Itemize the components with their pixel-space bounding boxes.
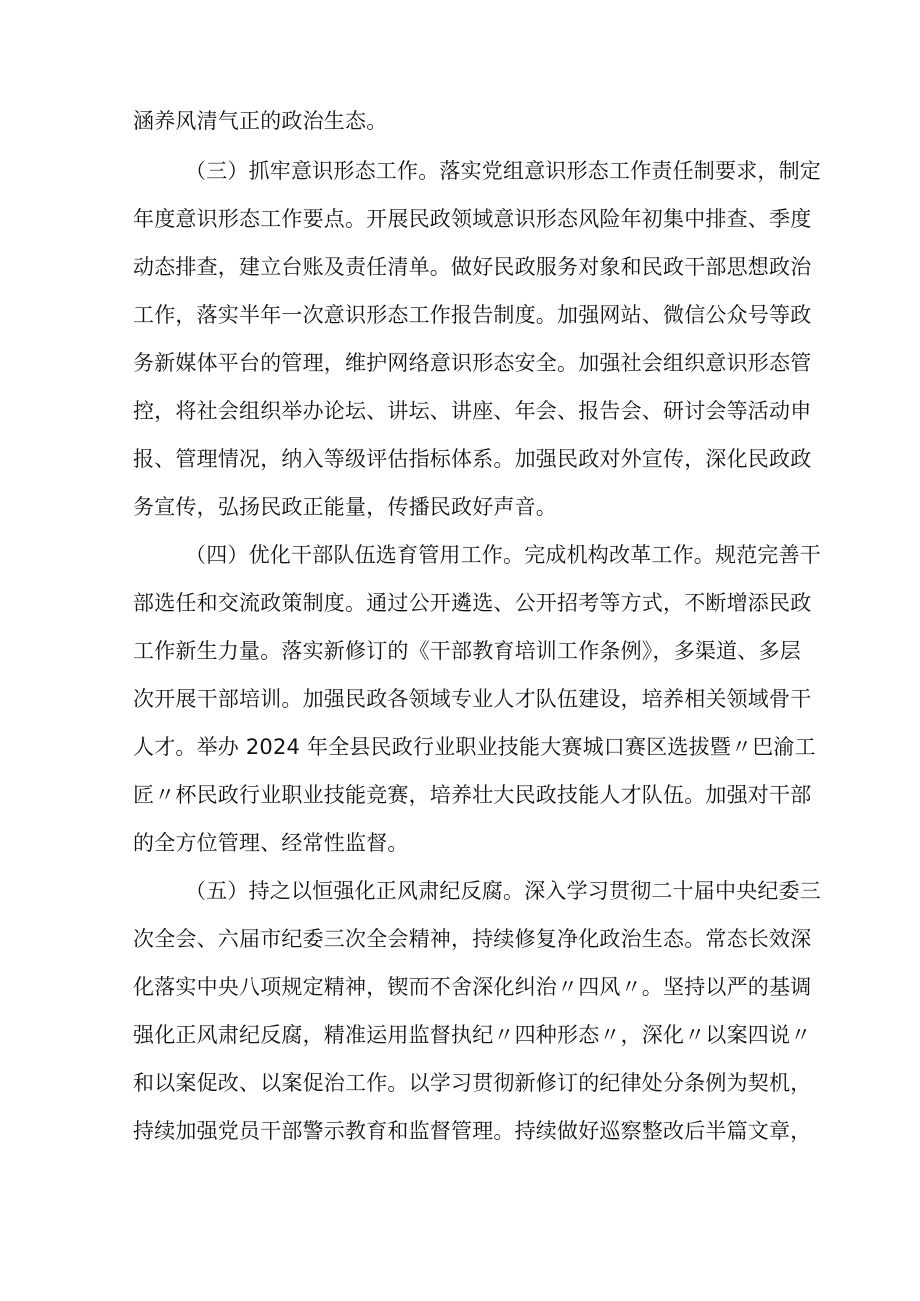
text-line: 控，将社会组织举办论坛、讲坛、讲座、年会、报告会、研讨会等活动申 [133,399,812,423]
text-line: 年度意识形态工作要点。开展民政领域意识形态风险年初集中排查、季度 [133,207,812,231]
text-line: 工作新生力量。落实新修订的《干部教育培训工作条例》，多渠道、多层 [133,639,801,663]
text-line: 和以案促改、以案促治工作。以学习贯彻新修订的纪律处分条例为契机， [133,1071,812,1095]
text-line: 的全方位管理、经常性监督。 [133,831,409,855]
text-line: 报、管理情况，纳入等级评估指标体系。加强民政对外宣传，深化民政政 [133,447,812,471]
paragraph-heading-4: （四）优化干部队伍选育管用工作。完成机构改革工作。规范完善干 [185,543,821,567]
text-line: 涵养风清气正的政治生态。 [133,109,388,133]
text-line: 匠〃杯民政行业职业技能竞赛，培养壮大民政技能人才队伍。加强对干部 [133,783,812,807]
text-line: 次开展干部培训。加强民政各领域专业人才队伍建设，培养相关领域骨干 [133,687,812,711]
text-line: 化落实中央八项规定精神，锲而不舍深化纠治〃四风〃。坚持以严的基调 [133,975,812,999]
text-line: 强化正风肃纪反腐，精准运用监督执纪〃四种形态〃，深化〃以案四说〃 [133,1023,812,1047]
text-line: 务宣传，弘扬民政正能量，传播民政好声音。 [133,495,557,519]
text-line: 次全会、六届市纪委三次全会精神，持续修复净化政治生态。常态长效深 [133,927,812,951]
text-line: 工作，落实半年一次意识形态工作报告制度。加强网站、微信公众号等政 [133,303,812,327]
paragraph-heading-3: （三）抓牢意识形态工作。落实党组意识形态工作责任制要求，制定 [185,159,821,183]
text-line: 部选任和交流政策制度。通过公开遴选、公开招考等方式，不断增添民政 [133,591,812,615]
text-line: 人才。举办 2024 年全县民政行业职业技能大赛城口赛区选拔暨〃巴渝工 [133,735,816,759]
text-line: 动态排查，建立台账及责任清单。做好民政服务对象和民政干部思想政治 [133,255,812,279]
text-line: 务新媒体平台的管理，维护网络意识形态安全。加强社会组织意识形态管 [133,351,812,375]
text-line: 持续加强党员干部警示教育和监督管理。持续做好巡察整改后半篇文章， [133,1119,812,1143]
paragraph-heading-5: （五）持之以恒强化正风肃纪反腐。深入学习贯彻二十届中央纪委三 [185,879,821,903]
